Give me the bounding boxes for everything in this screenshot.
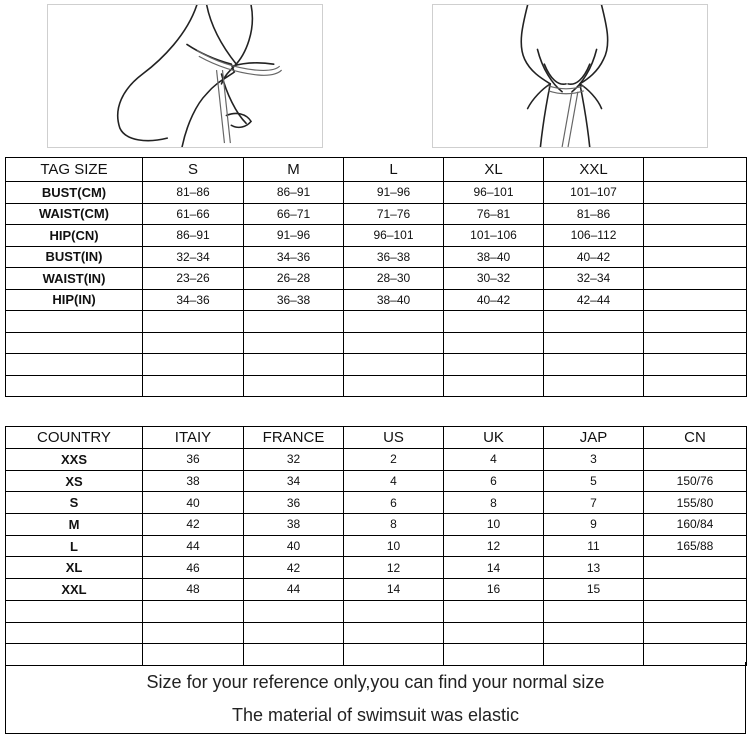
table-cell: 42–44 [544, 289, 644, 311]
table-cell: 3 [544, 449, 644, 471]
table-cell [644, 449, 747, 471]
table-cell: 4 [444, 449, 544, 471]
table-cell [444, 375, 544, 397]
row-label: XS [6, 470, 143, 492]
table-header-row [6, 158, 747, 182]
table-cell [344, 311, 444, 333]
row-label: HIP(IN) [6, 289, 143, 311]
table-cell [143, 311, 244, 333]
table-cell: 40–42 [444, 289, 544, 311]
table-cell: 7 [544, 492, 644, 514]
table-cell: 2 [344, 449, 444, 471]
table-cell [244, 375, 344, 397]
table-cell: 86–91 [244, 182, 344, 204]
table-cell: 66–71 [244, 203, 344, 225]
table-cell: 36–38 [244, 289, 344, 311]
table-cell: 40–42 [544, 246, 644, 268]
table-cell: 101–106 [444, 225, 544, 247]
table-cell [644, 225, 747, 247]
table-cell: 32–34 [143, 246, 244, 268]
waist-hip-measure-illustration [47, 4, 323, 148]
table-cell: 81–86 [143, 182, 244, 204]
table-cell [143, 622, 244, 644]
table-cell [644, 182, 747, 204]
row-label: BUST(CM) [6, 182, 143, 204]
row-label [6, 375, 143, 397]
table-row [6, 332, 747, 354]
row-label: S [6, 492, 143, 514]
table-cell [644, 203, 747, 225]
country-size-conversion-table [5, 426, 747, 666]
column-header: M [244, 158, 344, 182]
table-cell: 38–40 [344, 289, 444, 311]
table-cell [644, 246, 747, 268]
table-cell [244, 622, 344, 644]
row-label [6, 600, 143, 622]
row-label: M [6, 514, 143, 536]
table-row [6, 622, 747, 644]
table-cell: 42 [143, 514, 244, 536]
table-cell: 44 [143, 535, 244, 557]
table-cell [644, 579, 747, 601]
table-cell: 4 [344, 470, 444, 492]
table-cell [544, 375, 644, 397]
table-cell: 12 [344, 557, 444, 579]
table-cell: 81–86 [544, 203, 644, 225]
table-row [6, 182, 747, 204]
table-row [6, 514, 747, 536]
table-header-row [6, 427, 747, 449]
row-label [6, 354, 143, 376]
table-cell: 91–96 [344, 182, 444, 204]
table-cell: 16 [444, 579, 544, 601]
table-cell: 10 [344, 535, 444, 557]
table-cell [244, 600, 344, 622]
table-cell [143, 332, 244, 354]
row-label: XL [6, 557, 143, 579]
table-cell: 36 [143, 449, 244, 471]
table-cell: 40 [143, 492, 244, 514]
table-cell: 71–76 [344, 203, 444, 225]
table-cell [644, 375, 747, 397]
row-label: HIP(CN) [6, 225, 143, 247]
column-header: XXL [544, 158, 644, 182]
table-cell [344, 600, 444, 622]
row-label [6, 622, 143, 644]
table-cell: 10 [444, 514, 544, 536]
column-header: ITAIY [143, 427, 244, 449]
body-measurement-size-table [5, 157, 747, 397]
table-row [6, 535, 747, 557]
table-cell: 160/84 [644, 514, 747, 536]
table-cell [544, 311, 644, 333]
table-cell [143, 600, 244, 622]
table-cell: 165/88 [644, 535, 747, 557]
table-cell [644, 557, 747, 579]
waist-measure-figure-icon [48, 5, 322, 147]
column-header: COUNTRY [6, 427, 143, 449]
row-label: WAIST(IN) [6, 268, 143, 290]
table-cell: 13 [544, 557, 644, 579]
table-row [6, 203, 747, 225]
column-header: XL [444, 158, 544, 182]
table-cell [544, 332, 644, 354]
table-cell [344, 375, 444, 397]
row-label: BUST(IN) [6, 246, 143, 268]
table-cell: 150/76 [644, 470, 747, 492]
table-cell: 76–81 [444, 203, 544, 225]
table-cell [644, 600, 747, 622]
table-row [6, 354, 747, 376]
table-row [6, 579, 747, 601]
table-cell: 5 [544, 470, 644, 492]
table-cell: 86–91 [143, 225, 244, 247]
table-cell: 34–36 [143, 289, 244, 311]
table-cell: 6 [444, 470, 544, 492]
table-cell [444, 354, 544, 376]
row-label: XXL [6, 579, 143, 601]
table-cell: 96–101 [344, 225, 444, 247]
table-cell: 155/80 [644, 492, 747, 514]
table-cell: 34–36 [244, 246, 344, 268]
row-label [6, 311, 143, 333]
table-cell: 6 [344, 492, 444, 514]
table-cell: 44 [244, 579, 344, 601]
table-cell [143, 354, 244, 376]
table-cell: 36 [244, 492, 344, 514]
table-cell: 15 [544, 579, 644, 601]
table-cell [344, 622, 444, 644]
bust-measure-illustration [432, 4, 708, 148]
table-cell [444, 622, 544, 644]
reference-note: Size for your reference only,you can find your normal size [146, 672, 605, 692]
column-header: CN [644, 427, 747, 449]
row-label [6, 332, 143, 354]
column-header: TAG SIZE [6, 158, 143, 182]
table-row [6, 375, 747, 397]
table-cell [544, 354, 644, 376]
table-cell [544, 600, 644, 622]
table-row [6, 311, 747, 333]
column-header: UK [444, 427, 544, 449]
table-cell: 38 [143, 470, 244, 492]
table-cell: 38–40 [444, 246, 544, 268]
table-cell: 40 [244, 535, 344, 557]
table-row [6, 600, 747, 622]
table-cell [444, 332, 544, 354]
table-cell: 96–101 [444, 182, 544, 204]
table-cell [244, 311, 344, 333]
table-cell [644, 354, 747, 376]
table-cell: 8 [444, 492, 544, 514]
table-cell [344, 332, 444, 354]
table-cell [244, 354, 344, 376]
table-cell: 61–66 [143, 203, 244, 225]
column-header: L [344, 158, 444, 182]
table-row [6, 268, 747, 290]
table-row [6, 449, 747, 471]
table-cell [644, 311, 747, 333]
column-header: FRANCE [244, 427, 344, 449]
table-cell: 38 [244, 514, 344, 536]
table-cell [644, 268, 747, 290]
table-cell: 32–34 [544, 268, 644, 290]
row-label: WAIST(CM) [6, 203, 143, 225]
material-note: The material of swimsuit was elastic [231, 705, 520, 725]
column-header: JAP [544, 427, 644, 449]
bust-measure-figure-icon [433, 5, 707, 147]
table-cell [544, 622, 644, 644]
table-cell [344, 354, 444, 376]
table-cell: 32 [244, 449, 344, 471]
table-cell [244, 332, 344, 354]
table-row [6, 492, 747, 514]
table-cell: 91–96 [244, 225, 344, 247]
column-header [644, 158, 747, 182]
table-cell: 30–32 [444, 268, 544, 290]
table-cell: 12 [444, 535, 544, 557]
table-cell: 46 [143, 557, 244, 579]
table-cell: 14 [344, 579, 444, 601]
row-label: L [6, 535, 143, 557]
table-cell [644, 332, 747, 354]
row-label: XXS [6, 449, 143, 471]
table-cell: 42 [244, 557, 344, 579]
table-cell: 26–28 [244, 268, 344, 290]
column-header: S [143, 158, 244, 182]
table-row [6, 289, 747, 311]
table-cell: 23–26 [143, 268, 244, 290]
table-row [6, 470, 747, 492]
table-cell: 101–107 [544, 182, 644, 204]
table-cell: 106–112 [544, 225, 644, 247]
table-cell [444, 600, 544, 622]
table-cell: 14 [444, 557, 544, 579]
size-notes-box [5, 662, 746, 734]
table-cell [444, 311, 544, 333]
table-row [6, 246, 747, 268]
table-cell: 28–30 [344, 268, 444, 290]
table-cell [644, 289, 747, 311]
table-cell: 48 [143, 579, 244, 601]
table-cell: 34 [244, 470, 344, 492]
table-cell [644, 622, 747, 644]
table-cell [143, 375, 244, 397]
table-cell: 9 [544, 514, 644, 536]
table-cell: 11 [544, 535, 644, 557]
table-cell: 8 [344, 514, 444, 536]
table-row [6, 557, 747, 579]
table-cell: 36–38 [344, 246, 444, 268]
column-header: US [344, 427, 444, 449]
table-row [6, 225, 747, 247]
